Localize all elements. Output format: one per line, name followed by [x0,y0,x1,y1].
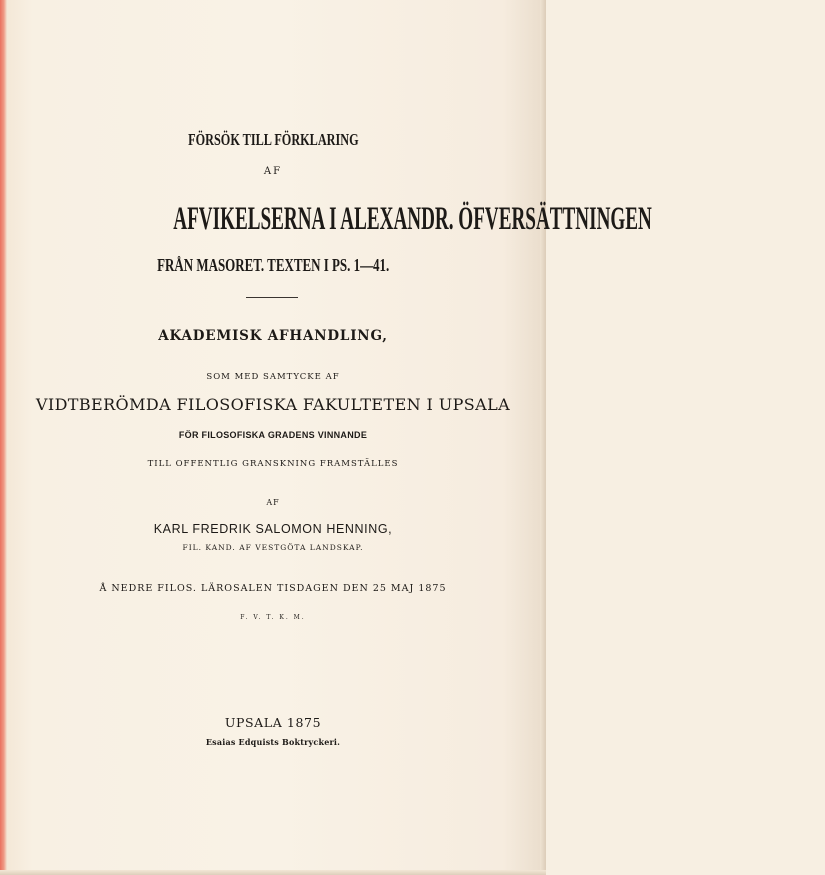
subtitle [0,255,546,276]
divider-rule [246,297,298,298]
title-line-1-text: FÖRSÖK TILL FÖRKLARING [187,130,359,149]
imprint-place-year: UPSALA 1875 [224,715,322,730]
venue-date-line: Å NEDRE FILOS. LÄROSALEN TISDAGEN DEN 25 MAJ 1875 [99,583,447,594]
main-title-text: AFVIKELSERNA I ALEXANDR. ÖFVERSÄTTNINGEN [173,201,652,237]
main-title [0,198,652,238]
consent-line: SOM MED SAMTYCKE AF [206,372,340,382]
page-bottom-edge [0,870,546,875]
time-line: F. V. T. K. M. [240,614,306,621]
by-line: AF [266,498,280,507]
title-line-1 [0,130,546,150]
author-description: FIL. KAND. AF VESTGÖTA LANDSKAP. [182,543,364,552]
faculty-line: VIDTBERÖMDA FILOSOFISKA FAKULTETEN I UPSALA [35,395,511,414]
printer-line: Esaias Edquists Boktryckeri. [205,737,341,747]
title-line-2: AF [263,166,283,177]
subtitle-text: FRÅN MASORET. TEXTEN I PS. 1—41. [156,255,390,275]
author-name: KARL FREDRIK SALOMON HENNING, [153,522,393,536]
dissertation-heading: AKADEMISK AFHANDLING, [158,328,388,344]
review-line: TILL OFFENTLIG GRANSKNING FRAMSTÄLLES [147,459,399,469]
purpose-line: FÖR FILOSOFISKA GRADENS VINNANDE [178,430,368,440]
